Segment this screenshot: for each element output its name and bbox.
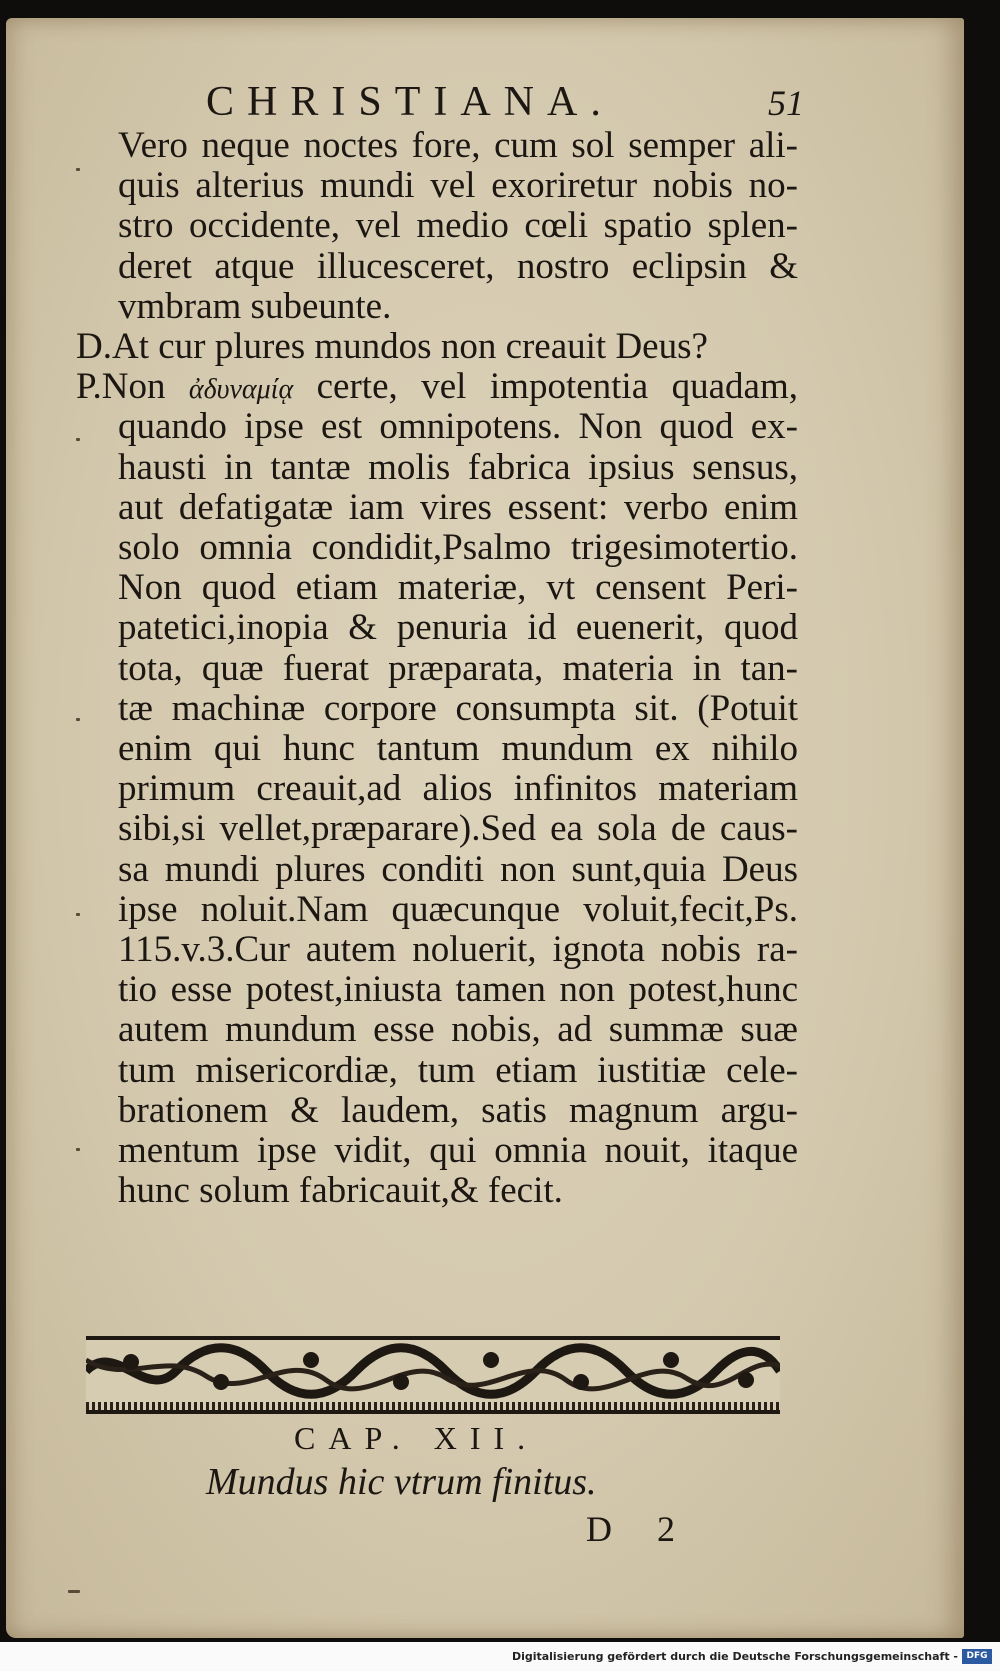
text-line: Vero neque noctes fore, cum sol semper ali- xyxy=(118,125,798,166)
text-line: quando ipse est omnipotens. Non quod ex- xyxy=(118,406,798,448)
margin-mark xyxy=(76,438,80,441)
text-line: Non quod etiam materiæ, vt censent Peri- xyxy=(118,567,798,609)
margin-mark xyxy=(76,1148,80,1151)
woodcut-ornament-band xyxy=(86,1336,780,1414)
book-page xyxy=(6,18,964,1638)
text-line: tota, quæ fuerat præparata, materia in tan- xyxy=(118,647,798,689)
chapter-heading: CAP. XII. xyxy=(294,1420,539,1456)
text-line: vmbram subeunte. xyxy=(118,285,392,327)
text-line: tæ machinæ corpore consumpta sit. (Potuit xyxy=(118,687,798,729)
dfg-logo: DFG xyxy=(962,1649,992,1664)
text-line xyxy=(76,367,798,410)
text-line: solo omnia condidit,Psalmo trigesimotertio. xyxy=(118,527,798,568)
margin-mark xyxy=(76,718,80,721)
text-line-rest: certe, vel impotentia quadam, xyxy=(293,366,798,408)
text-line: aut defatigatæ iam vires essent: verbo enim xyxy=(118,486,798,528)
greek-word: ἀδυναμίᾳ xyxy=(188,374,294,406)
footer-credit: Digitalisierung gefördert durch die Deutsche Forschungsgemeinschaft - xyxy=(511,1650,958,1663)
text-line: tio esse potest,iniusta tamen non potest,hunc xyxy=(118,969,798,1011)
margin-mark xyxy=(68,1590,80,1593)
text-line: ipse noluit.Nam quæcunque voluit,fecit,Ps. xyxy=(118,888,798,930)
margin-mark xyxy=(76,168,80,171)
text-line: enim qui hunc tantum mundum ex nihilo xyxy=(118,728,798,769)
text-line: mentum ipse vidit, qui omnia nouit, itaque xyxy=(118,1130,798,1171)
text-line: tum misericordiæ, tum etiam iustitiæ cele- xyxy=(118,1049,798,1091)
text-line: autem mundum esse nobis, ad summæ suæ xyxy=(118,1009,798,1051)
text-line: stro occidente, vel medio cœli spatio splen- xyxy=(118,205,798,247)
text-line: hausti in tantæ molis fabrica ipsius sensus, xyxy=(118,446,798,488)
text-line: 115.v.3.Cur autem noluerit, ignota nobis ra- xyxy=(118,929,798,970)
margin-mark xyxy=(76,913,80,916)
text-line: patetici,inopia & penuria id euenerit, quod xyxy=(118,607,798,649)
text-line: sa mundi plures conditi non sunt,quia Deus xyxy=(118,848,798,890)
text-line: D.At cur plures mundos non creauit Deus? xyxy=(76,326,708,367)
running-head: CHRISTIANA. xyxy=(206,79,614,125)
page-number: 51 xyxy=(768,83,804,123)
text-line: primum creauit,ad alios infinitos materiam xyxy=(118,768,798,810)
text-line: sibi,si vellet,præparare).Sed ea sola de caus- xyxy=(118,808,798,850)
text-line: hunc solum fabricauit,& fecit. xyxy=(118,1170,563,1212)
chapter-title: Mundus hic vtrum finitus. xyxy=(206,1461,597,1503)
text-line: quis alterius mundi vel exoriretur nobis no- xyxy=(118,165,798,207)
text-line: brationem & laudem, satis magnum argu- xyxy=(118,1089,798,1131)
text-line: deret atque illucesceret, nostro eclipsin & xyxy=(118,245,798,287)
text-line-lead: P.Non xyxy=(76,366,189,408)
signature-mark: D 2 xyxy=(586,1509,693,1549)
digitization-footer xyxy=(0,1642,1000,1671)
